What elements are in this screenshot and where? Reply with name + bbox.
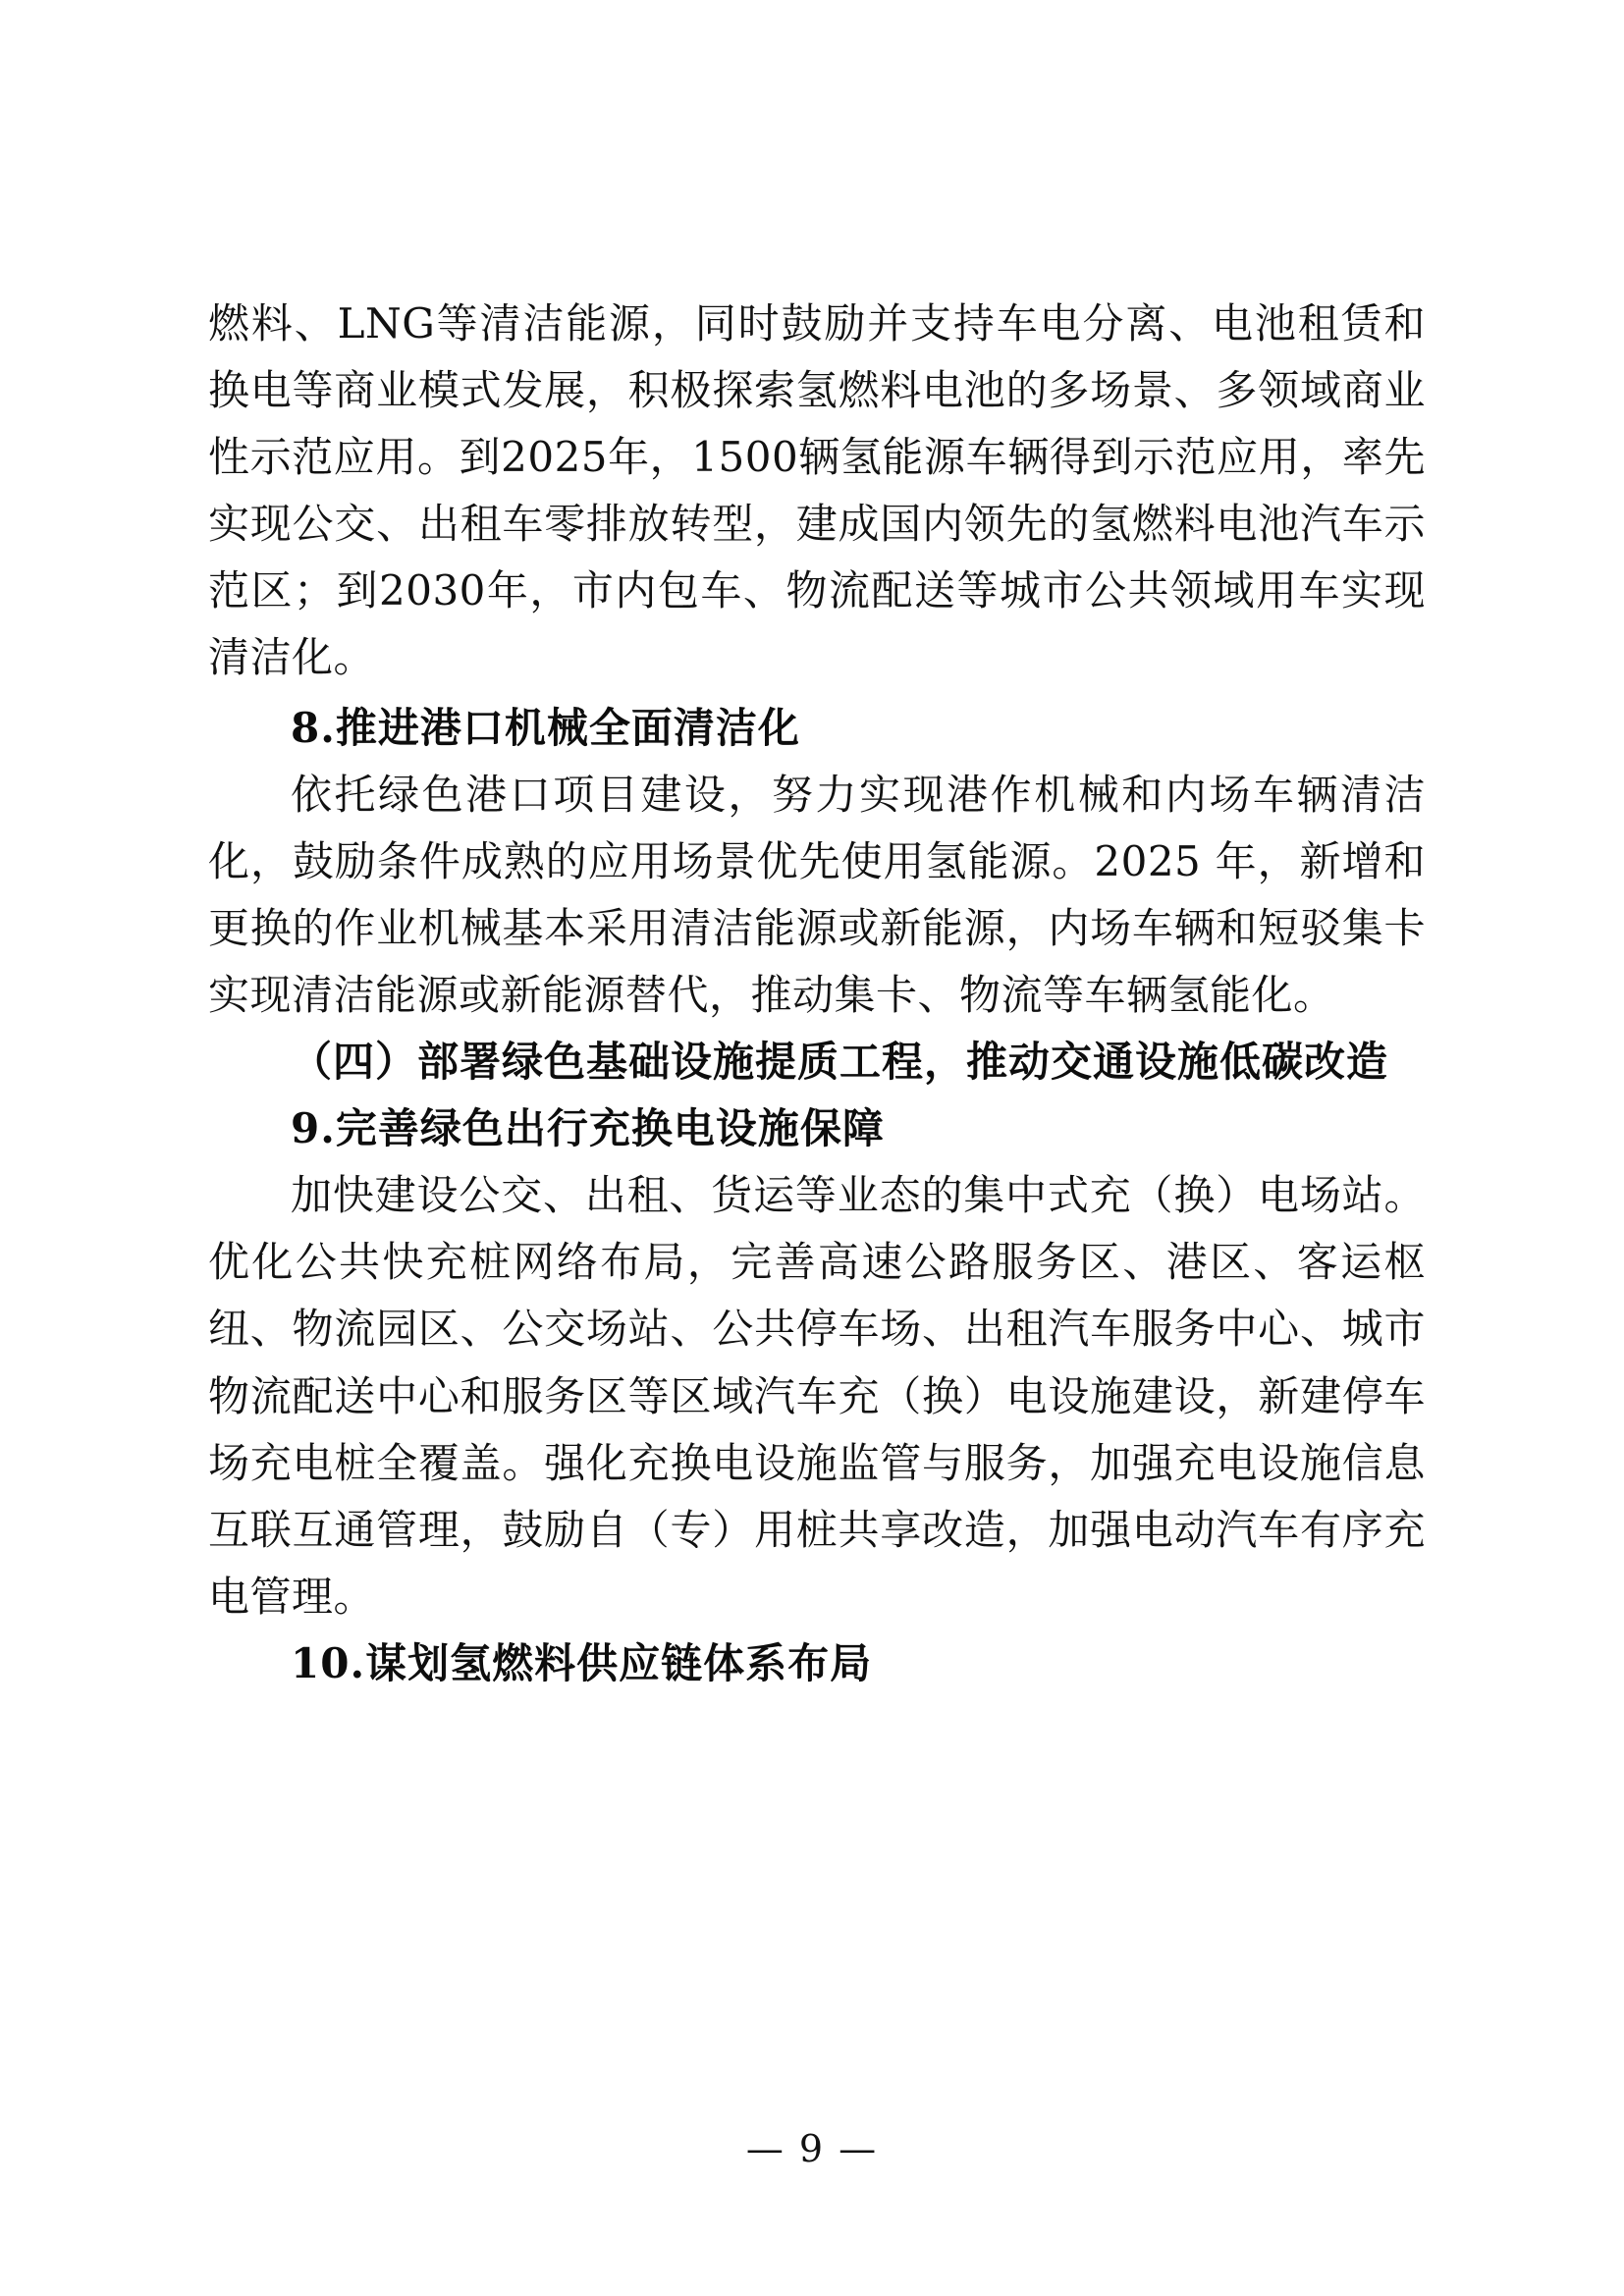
paragraph-continuation: 燃料、LNG等清洁能源，同时鼓励并支持车电分离、电池租赁和换电等商业模式发展，积极探索氢燃料电池的多场景、多领域商业性示范应用。到2025年，1500辆氢能源车辆得到示范应用，率先实现公交、出租车零排放转型，建成国内领先的氢燃料电池汽车示范区；到2030年，市内包车、物流配送等城市公共领域用车实现清洁化。	[208, 299, 1426, 682]
section-heading-10: 10.谋划氢燃料供应链体系布局	[291, 1638, 873, 1687]
paragraph-charging-facilities: 加快建设公交、出租、货运等业态的集中式充（换）电场站。优化公共快充桩网络布局，完善高速公路服务区、港区、客运枢纽、物流园区、公交场站、公共停车场、出租汽车服务中心、城市物流配送中心和服务区等区域汽车充（换）电设施建设，新建停车场充电桩全覆盖。强化充换电设施监管与服务，加强充电设施信息互联互通管理，鼓励自（专）用桩共享改造，加强电动汽车有序充电管理。	[208, 1171, 1426, 1621]
section-heading-8: 8.推进港口机械全面清洁化	[291, 704, 800, 753]
page-number: — 9 —	[745, 2127, 879, 2170]
section-heading-four: （四）部署绿色基础设施提质工程，推动交通设施低碳改造	[291, 1038, 1389, 1087]
section-heading-9: 9.完善绿色出行充换电设施保障	[291, 1104, 885, 1153]
paragraph-port-machinery: 依托绿色港口项目建设，努力实现港作机械和内场车辆清洁化，鼓励条件成熟的应用场景优先使用氢能源。2025 年，新增和更换的作业机械基本采用清洁能源或新能源，内场车辆和短驳集卡实现清洁能源或新能源替代，推动集卡、物流等车辆氢能化。	[208, 771, 1426, 1020]
document-body	[208, 291, 1426, 1697]
